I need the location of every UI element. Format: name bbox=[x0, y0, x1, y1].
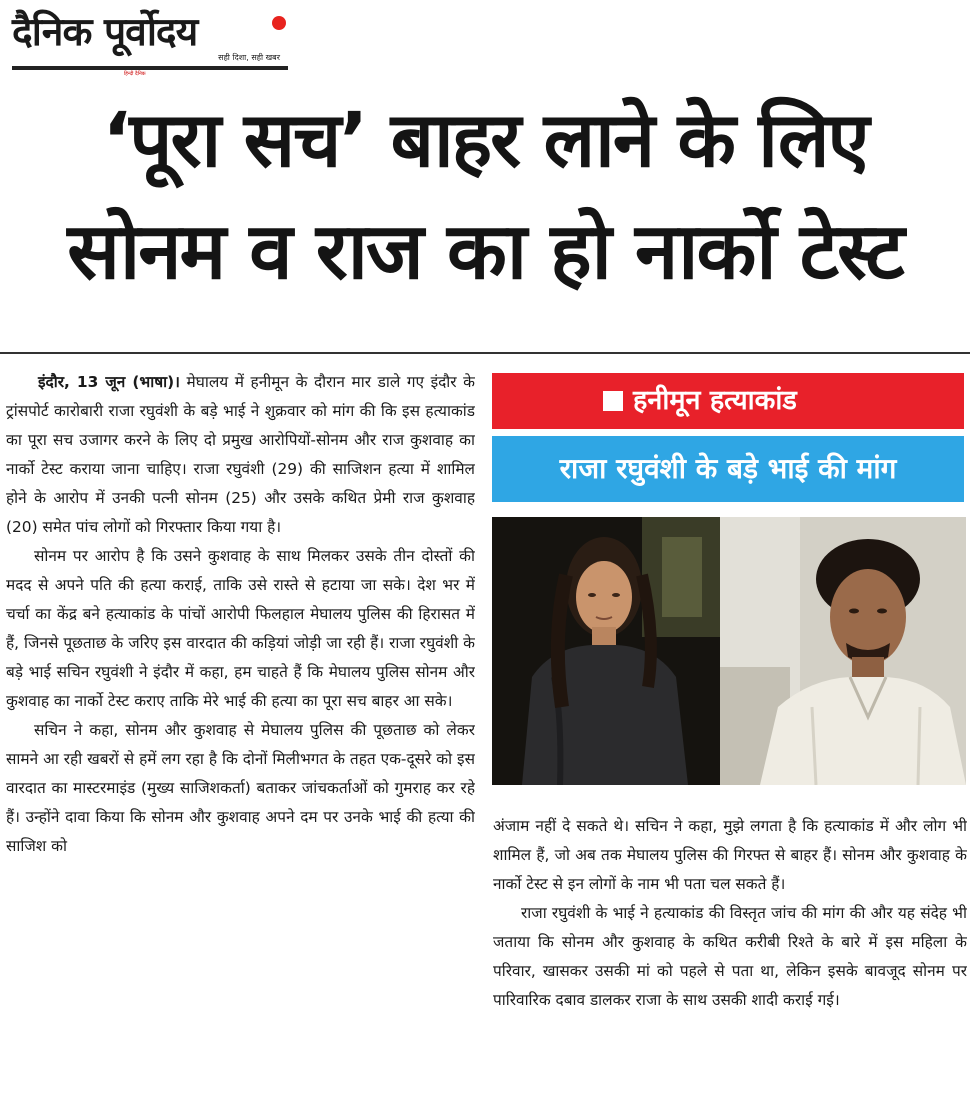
masthead bbox=[12, 8, 288, 77]
bullet-square-icon bbox=[603, 391, 623, 411]
topic-banner bbox=[492, 373, 964, 429]
masthead-subtag: हिन्दी दैनिक bbox=[124, 71, 146, 77]
accused-photo-woman bbox=[492, 517, 720, 785]
article-paragraph: राजा रघुवंशी के भाई ने हत्याकांड की विस्तृत जांच की मांग की और यह संदेह भी जताया कि सोनम और कुशवाह के कथित करीबी रिश्ते के बारे में इस महिला के परिवार, खासकर उसकी मां को पहले से पता था, लेकिन इसके बावजूद सोनम पर पारिवारिक दबाव डालकर राजा के साथ उसकी शादी कराई गई। bbox=[493, 904, 967, 1009]
article-paragraph: सचिन ने कहा, सोनम और कुशवाह से मेघालय पुलिस की पूछताछ को लेकर सामने आ रही खबरों से हमें लग रहा है कि दोनों मिलीभगत के तहत एक-दूसरे को इस वारदात का मास्टरमाइंड (मुख्य साजिशकर्ता) बताकर जांचकर्ताओं को गुमराह कर रहे हैं। उन्होंने दावा किया कि सोनम और कुशवाह अपने दम पर उनके भाई की हत्या की साजिश को bbox=[6, 721, 475, 855]
paragraph-text: मेघालय में हनीमून के दौरान मार डाले गए इंदौर के ट्रांसपोर्ट कारोबारी राजा रघुवंशी के बड़े भाई ने शुक्रवार को मांग की कि इस हत्याकांड का पूरा सच उजागर करने के लिए दो प्रमुख आरोपियों-सोनम और राज कुशवाह का नार्को टेस्ट कराया जाना चाहिए। राजा रघुवंशी (29) की साजिशन हत्या में शामिल होने के आरोप में उनकी पत्नी सोनम (25) और उसके कथित प्रेमी राज कुशवाह (20) समेत पांच लोगों को गिरफ्तार किया गया है। bbox=[6, 373, 475, 536]
article-paragraph: अंजाम नहीं दे सकते थे। सचिन ने कहा, मुझे लगता है कि हत्याकांड में और लोग भी शामिल हैं, जो अब तक मेघालय पुलिस की गिरफ्त से बाहर हैं। सोनम और कुशवाह के नार्को टेस्ट से इन लोगों के नाम भी पता चल सकते हैं। bbox=[493, 817, 967, 893]
headline-line-1: ‘पूरा सच’ बाहर लाने के लिए bbox=[102, 95, 868, 184]
newspaper-logo: दैनिक पूर्वोदय bbox=[12, 10, 198, 55]
photo-woman-illustration bbox=[492, 517, 720, 785]
article-paragraph bbox=[6, 368, 475, 542]
subtopic-banner bbox=[492, 436, 964, 502]
headline bbox=[10, 90, 960, 302]
article-paragraph: सोनम पर आरोप है कि उसने कुशवाह के साथ मिलकर उसके तीन दोस्तों की मदद से अपने पति की हत्या कराई, ताकि उसे रास्ते से हटाया जा सके। देश भर में चर्चा का केंद्र बने हत्याकांड के पांचों आरोपी फिलहाल मेघालय पुलिस की हिरासत में हैं, जिनसे पूछताछ के जरिए इस वारदात की कड़ियां जोड़ी जा रही हैं। राजा रघुवंशी के बड़े भाई सचिन रघुवंशी ने इंदौर में कहा, हम चाहते हैं कि मेघालय पुलिस सोनम और कुशवाह का नार्को टेस्ट कराए ताकि मेरे भाई की हत्या का पूरा सच बाहर आ सके। bbox=[6, 547, 475, 710]
dateline: इंदौर, 13 जून (भाषा)। bbox=[38, 373, 180, 391]
logo-dot-icon bbox=[272, 16, 286, 30]
accused-photo-man bbox=[720, 517, 966, 785]
headline-line-2: सोनम व राज का हो नार्को टेस्ट bbox=[67, 207, 903, 297]
section-divider bbox=[0, 352, 970, 354]
photo-man-illustration bbox=[720, 517, 966, 785]
article-column-left bbox=[6, 368, 475, 1118]
masthead-rule bbox=[12, 66, 288, 70]
article-column-right bbox=[493, 812, 967, 1116]
topic-label: हनीमून हत्याकांड bbox=[633, 385, 797, 416]
masthead-tagline: सही दिशा, सही खबर bbox=[218, 53, 280, 62]
subtopic-label: राजा रघुवंशी के बड़े भाई की मांग bbox=[559, 452, 897, 485]
